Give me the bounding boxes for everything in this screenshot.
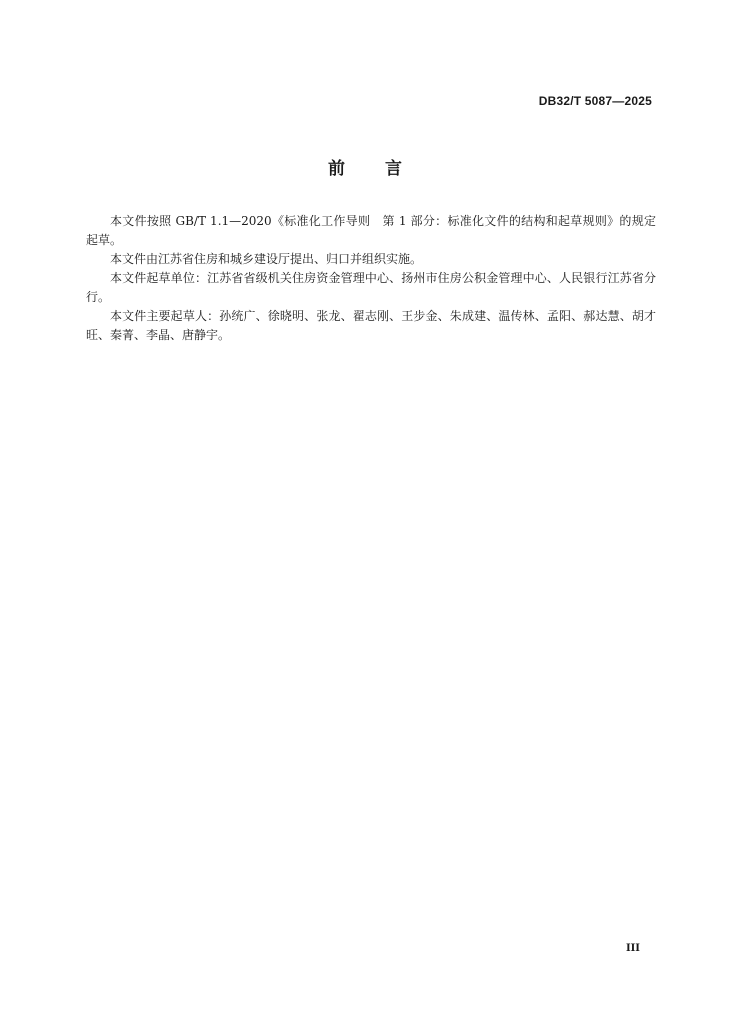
paragraph-drafting-rules: 本文件按照 GB/T 1.1—2020《标准化工作导则 第 1 部分：标准化文件的结构和起草规则》的规定起草。 bbox=[86, 214, 656, 247]
section-heading bbox=[0, 154, 730, 179]
heading-char-2: 言 bbox=[385, 159, 402, 179]
document-code: DB32/T 5087—2025 bbox=[538, 94, 652, 108]
foreword-body bbox=[86, 212, 656, 345]
paragraph-proposer: 本文件由江苏省住房和城乡建设厅提出、归口并组织实施。 bbox=[110, 252, 423, 266]
paragraph-drafting-units: 本文件起草单位：江苏省省级机关住房资金管理中心、扬州市住房公积金管理中心、人民银行江苏省分行。 bbox=[86, 271, 656, 304]
heading-char-1: 前 bbox=[328, 159, 345, 179]
paragraph-drafters: 本文件主要起草人：孙统广、徐晓明、张龙、翟志刚、王步金、朱成建、温传林、孟阳、郝达慧、胡才旺、秦菁、李晶、唐静宇。 bbox=[86, 309, 656, 342]
page-number: III bbox=[625, 943, 640, 954]
